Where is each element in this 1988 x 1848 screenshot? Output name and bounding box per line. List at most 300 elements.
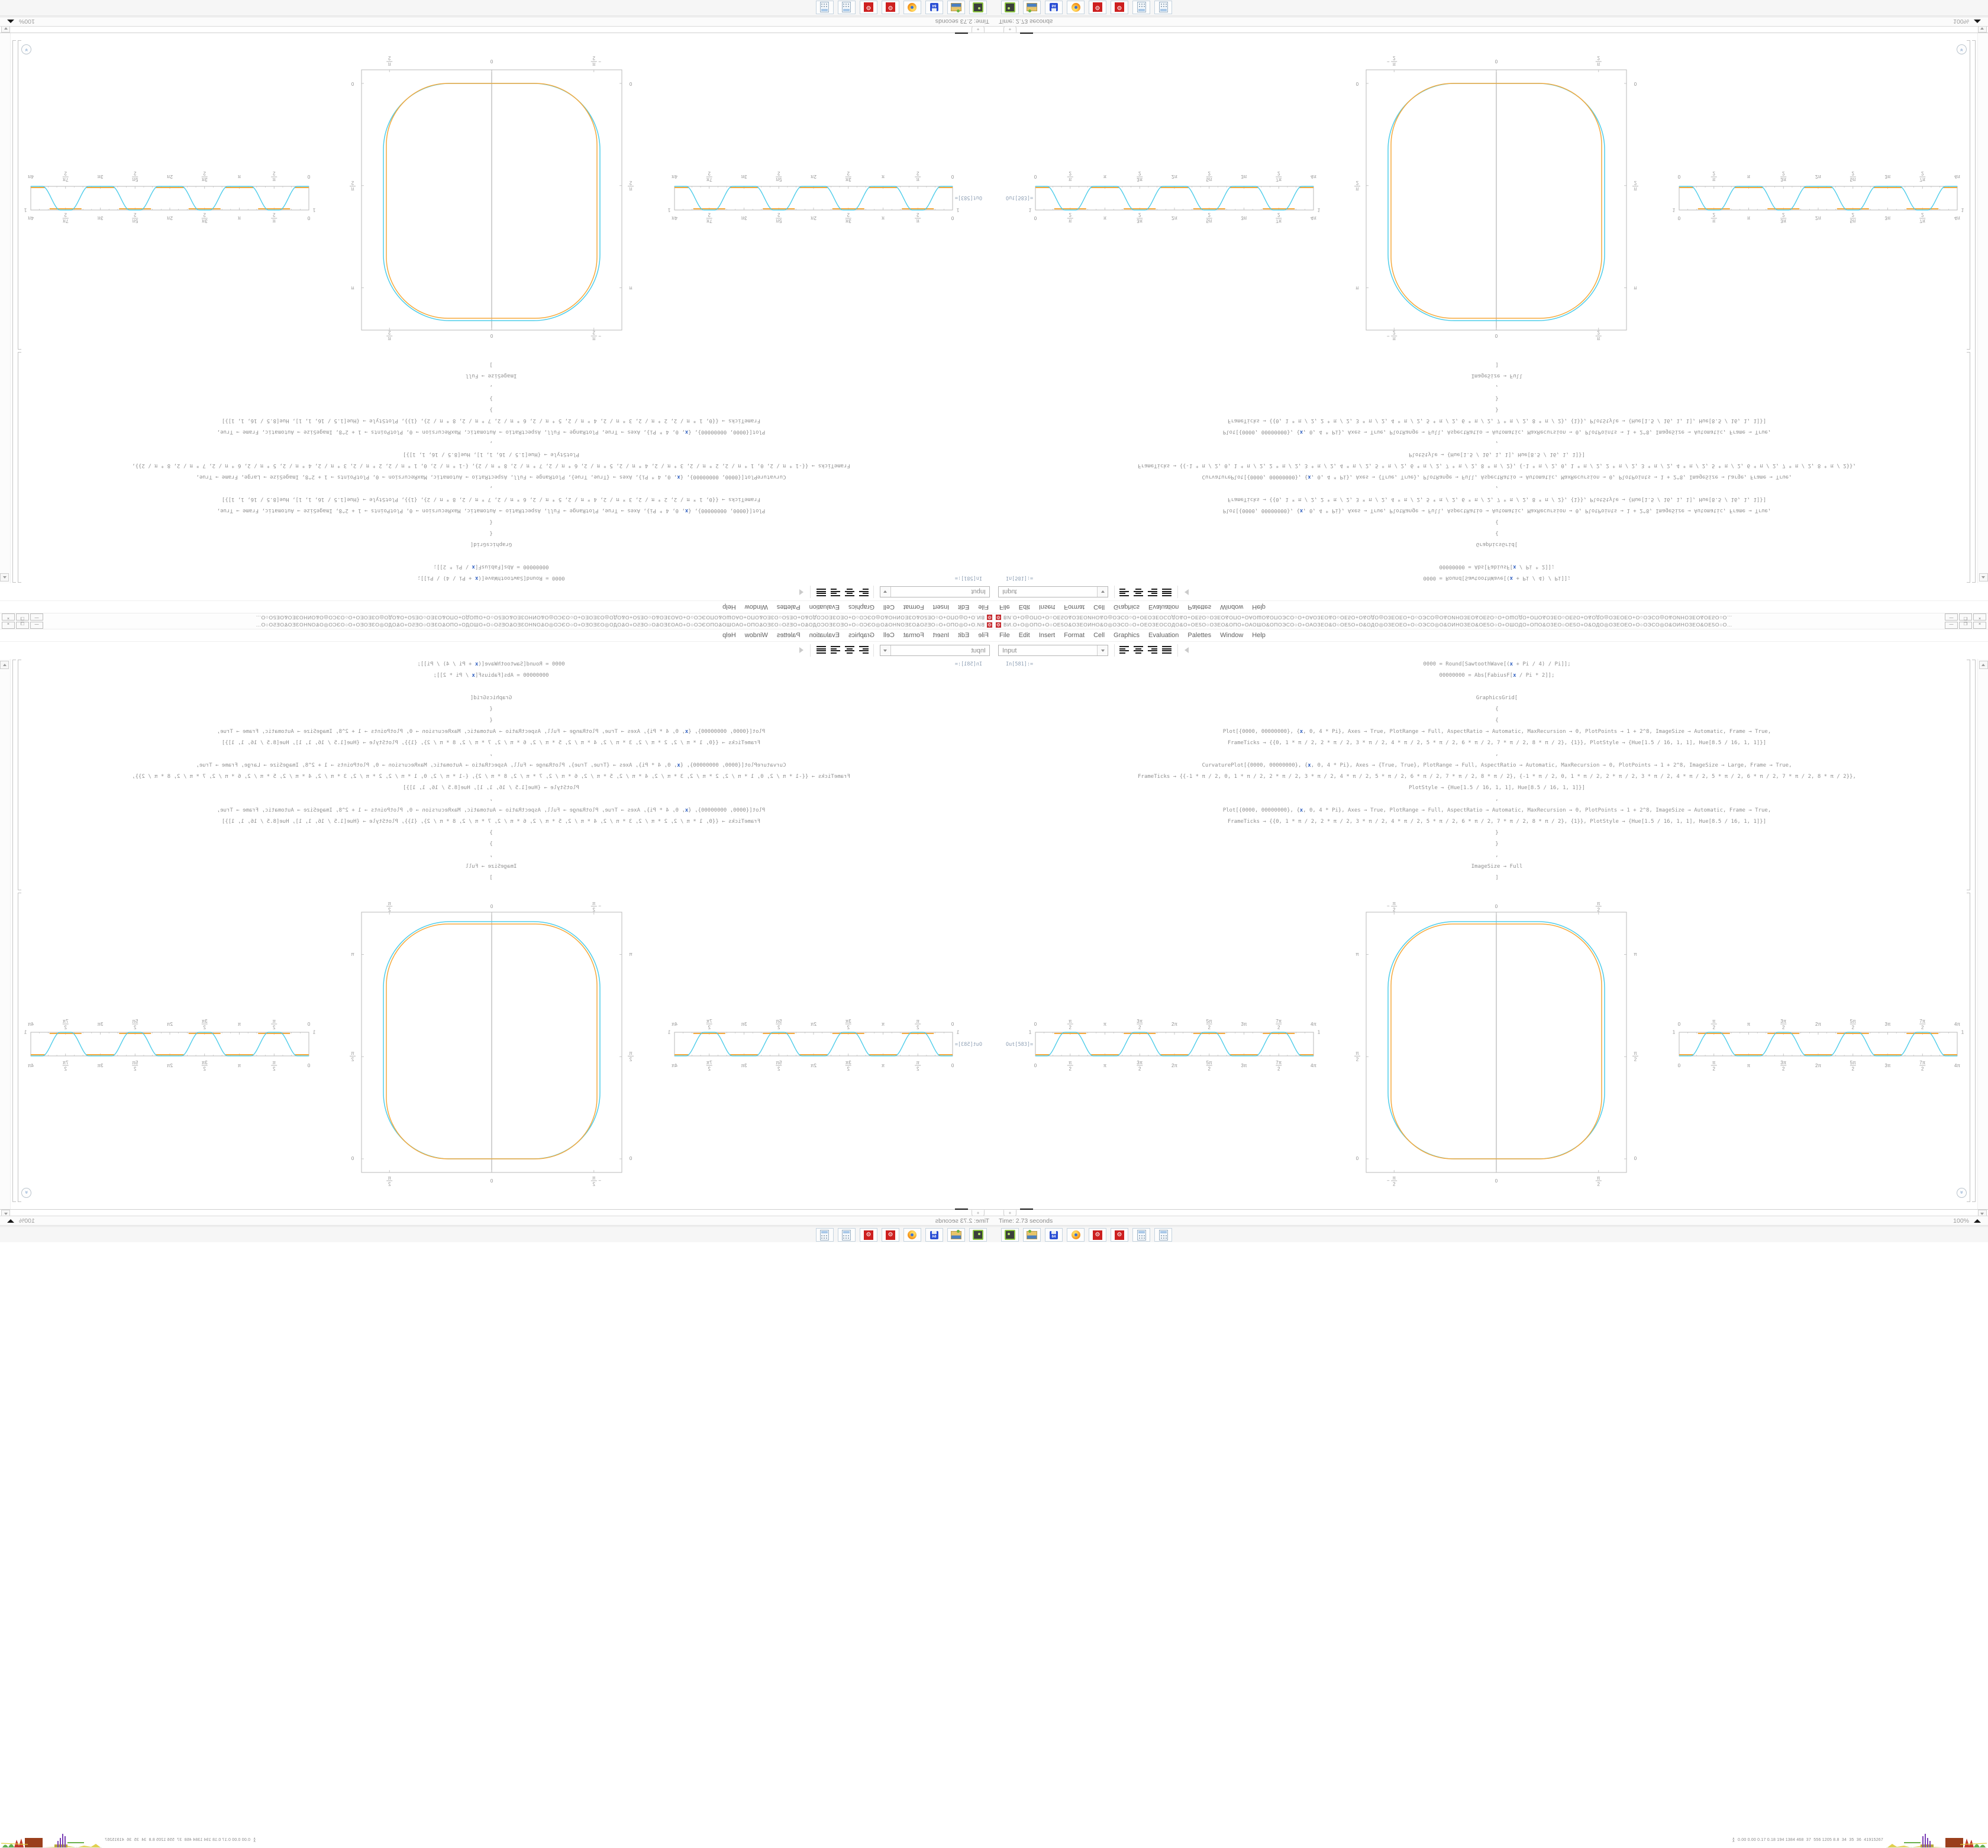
menu-item-insert[interactable]: Insert [932,603,950,610]
code-line[interactable]: { [489,706,493,712]
menu-item-cell[interactable]: Cell [883,632,895,639]
taskbar-button-mathematica-1[interactable] [882,1,899,14]
taskbar-button-firefox[interactable] [903,1,921,14]
code-line[interactable]: , [1495,485,1499,491]
code-line[interactable]: 00000000 = Abs[FabiusF[x / Pi * 2]]; [1439,564,1555,570]
scroll-up-icon[interactable] [1979,573,1988,581]
code-line[interactable]: Plot[{0000, 00000000}, {x, 0, 4 * Pi}, Axes → True, PlotRange → Full, AspectRatio → Automatic, MaxRecursion → 0, PlotPoints → 1 + 2^8, ImageSize → Automatic, Frame → True, [1222,807,1771,813]
minimize-button[interactable]: — [30,614,43,621]
taskbar-button-mathematica-2[interactable] [1111,1228,1128,1242]
svg-text:3π: 3π [845,1019,851,1024]
taskbar-button-calculator-2[interactable] [816,1228,834,1242]
code-line[interactable]: GraphicsGrid[ [1476,541,1518,547]
restore-button[interactable]: ❐ [1959,622,1972,629]
svg-text:4π: 4π [672,174,677,179]
mathematica-window [0,0,994,621]
svg-text:4π: 4π [28,1022,34,1027]
taskbar-button-firefox[interactable] [1067,1,1085,14]
taskbar-button-floppy[interactable] [925,1228,943,1242]
code-line[interactable]: ImageSize → Full [1471,373,1523,379]
svg-text:0: 0 [1677,174,1681,179]
code-line[interactable]: ] [1495,361,1499,367]
toolbar [0,641,994,660]
cell-style-dropdown[interactable] [880,586,990,597]
alignment-buttons [816,646,869,654]
scroll-up-icon[interactable] [0,661,9,669]
dropdown-button[interactable] [1097,645,1108,655]
code-line[interactable]: ImageSize → Full [1471,864,1523,870]
menu-item-cell[interactable]: Cell [1093,603,1105,610]
svg-text:2π: 2π [1815,174,1821,179]
align-left-icon[interactable] [859,646,869,654]
scroll-up-icon[interactable] [0,573,9,581]
code-line[interactable] [1030,681,1964,693]
input-cell-bracket[interactable] [18,352,21,583]
taskbar-button-mathematica-2[interactable] [1111,1,1128,14]
code-line[interactable]: , [489,796,493,802]
code-line[interactable]: CurvaturePlot[{0000, 00000000}, {x, 0, 4 * Pi}, Axes → {True, True}, PlotRange → Full, AspectRatio → Automatic, MaxRecursion → 0, PlotPoints → 1 + 2^8, ImageSize → Large, Frame → True, [1202,474,1792,480]
code-line[interactable]: { [1495,530,1499,536]
collapse-left-triangle-icon[interactable] [799,647,803,653]
svg-text:2: 2 [1392,907,1396,913]
cell-group-bracket[interactable] [12,40,16,583]
new-cell-tab[interactable]: + [1003,25,1016,33]
jump-to-end-icon[interactable]: » [1957,1188,1967,1198]
cell-style-dropdown[interactable] [880,645,990,656]
svg-text:0: 0 [1677,215,1681,221]
svg-text:π: π [1712,1060,1716,1065]
menu-item-help[interactable]: Help [1252,632,1266,639]
align-left-icon[interactable] [1119,646,1129,654]
code-line[interactable]: FrameTicks → {{0, 1 * π / 2, 2 * π / 2, 3 * π / 2, 4 * π / 2, 5 * π / 2, 6 * π / 2, 7 * π / 2, 8 * π / 2}, {1}}, PlotStyle → {Hue[1.5 / 16, 1, 1], Hue[8.5 / 16, 1, 1]}] [221,819,761,825]
svg-text:2: 2 [1277,1025,1280,1030]
code-line[interactable]: } [1495,395,1499,401]
svg-text:π: π [388,1175,391,1181]
svg-text:2: 2 [203,170,206,176]
dropdown-button[interactable] [880,587,891,597]
menu-item-help[interactable]: Help [722,632,736,639]
tray-expand-icon[interactable]: ∧ ∧ [1732,1837,1735,1843]
menu-item-window[interactable]: Window [744,632,768,639]
menu-item-evaluation[interactable]: Evaluation [809,603,840,610]
code-line[interactable]: ImageSize → Full [465,864,517,870]
notebook-area[interactable] [994,659,1988,1209]
code-line[interactable]: 00000000 = Abs[FabiusF[x / Pi * 2]]; [433,564,549,570]
taskbar-button-firefox[interactable] [903,1228,921,1242]
align-left-icon[interactable] [1119,589,1129,596]
svg-text:3π: 3π [741,1063,747,1068]
zoom-level[interactable]: 100% [19,1217,35,1225]
svg-text:2: 2 [1921,170,1924,176]
menu-item-edit[interactable]: Edit [1018,603,1030,610]
svg-text:2: 2 [1851,1066,1854,1072]
svg-text:7π: 7π [706,1019,712,1024]
code-line[interactable]: PlotStyle → {Hue[1.5 / 16, 1, 1], Hue[8.5 / 16, 1, 1]}] [1408,785,1585,791]
svg-text:2: 2 [273,1025,276,1030]
code-line[interactable]: Plot[{0000, 00000000}, {x, 0, 4 * Pi}, Axes → True, PlotRange → Full, AspectRatio → Automatic, MaxRecursion → 0, PlotPoints → 1 + 2^8, ImageSize → Automatic, Frame → True, [1222,429,1771,435]
code-line[interactable]: PlotStyle → {Hue[1.5 / 16, 1, 1], Hue[8.5 / 16, 1, 1]}] [403,451,580,457]
code-line[interactable]: , [489,440,493,446]
align-center-icon[interactable] [845,646,854,654]
menu-item-palettes[interactable]: Palettes [776,603,801,610]
menu-item-file[interactable]: File [999,632,1010,639]
user-setup-icon [951,4,961,12]
svg-text:2π: 2π [167,1063,173,1068]
input-cell-bracket[interactable] [18,660,21,890]
taskbar-button-calculator-2[interactable] [1154,1228,1172,1242]
svg-text:2π: 2π [811,174,816,179]
taskbar-button-calculator-1[interactable] [1132,1,1150,14]
code-line[interactable]: FrameTicks → {{-1 * π / 2, 0, 1 * π / 2, 2 * π / 2, 3 * π / 2, 4 * π / 2, 5 * π / 2, 6 * π / 2, 7 * π / 2, 8 * π / 2}, {-1 * π / 2, 0, 1 * π / 2, 2 * π / 2, 3 * π / 2, 4 * π / 2, 5 * π / 2, 6 * π / 2, 7 * π / 2, 8 * π / 2}}, [1138,774,1856,780]
code-line[interactable]: GraphicsGrid[ [470,541,512,547]
output-cell-bracket[interactable] [1967,40,1970,350]
title-bar[interactable] [994,621,1988,629]
code-line[interactable]: , [489,485,493,491]
menu-item-graphics[interactable]: Graphics [848,603,874,610]
code-line[interactable]: } [1495,406,1499,412]
code-line[interactable]: , [1495,440,1499,446]
align-justify-icon[interactable] [816,646,826,654]
menu-item-insert[interactable]: Insert [932,632,950,639]
vertical-scrollbar[interactable] [0,659,11,1209]
menu-item-evaluation[interactable]: Evaluation [1148,603,1179,610]
taskbar-button-setup[interactable] [947,1,965,14]
svg-text:2π: 2π [811,1063,816,1068]
taskbar-button-mathematica-2[interactable] [860,1228,877,1242]
input-cell-bracket[interactable] [1967,352,1970,583]
code-line[interactable] [24,550,958,561]
align-justify-icon[interactable] [1162,589,1172,596]
cell-style-dropdown[interactable] [998,586,1108,597]
menu-item-format[interactable]: Format [1064,603,1085,610]
notebook-area[interactable] [994,33,1988,583]
code-line[interactable]: FrameTicks → {{0, 1 * π / 2, 2 * π / 2, 3 * π / 2, 4 * π / 2, 5 * π / 2, 6 * π / 2, 7 * π / 2, 8 * π / 2}, {1}}, PlotStyle → {Hue[1.5 / 16, 1, 1], Hue[8.5 / 16, 1, 1]}] [221,418,761,424]
close-button[interactable]: × [2,614,15,621]
minimize-button[interactable]: — [30,622,43,629]
status-bar [0,17,994,27]
code-line[interactable]: 00000000 = Abs[FabiusF[x / Pi * 2]]; [433,673,549,679]
code-line[interactable]: { [489,519,493,525]
code-line[interactable]: GraphicsGrid[ [470,695,512,701]
code-line[interactable]: 00000000 = Abs[FabiusF[x / Pi * 2]]; [1439,673,1555,679]
menu-item-file[interactable]: File [999,603,1010,610]
taskbar-button-floppy[interactable] [925,1,943,14]
align-right-icon[interactable] [1148,589,1157,596]
align-right-icon[interactable] [831,589,840,596]
taskbar-button-drive[interactable] [969,1,987,14]
drive-device-icon [1005,1230,1015,1240]
code-line[interactable]: { [489,530,493,536]
code-line[interactable]: FrameTicks → {{-1 * π / 2, 0, 1 * π / 2, 2 * π / 2, 3 * π / 2, 4 * π / 2, 5 * π / 2, 6 * π / 2, 7 * π / 2, 8 * π / 2}, {-1 * π / 2, 0, 1 * π / 2, 2 * π / 2, 3 * π / 2, 4 * π / 2, 5 * π / 2, 6 * π / 2, 7 * π / 2, 8 * π / 2}}, [1138,463,1856,469]
code-line[interactable]: FrameTicks → {{0, 1 * π / 2, 2 * π / 2, 3 * π / 2, 4 * π / 2, 5 * π / 2, 6 * π / 2, 7 * π / 2, 8 * π / 2}, {1}}, PlotStyle → {Hue[1.5 / 16, 1, 1], Hue[8.5 / 16, 1, 1]}] [221,740,761,746]
code-line[interactable]: FrameTicks → {{-1 * π / 2, 0, 1 * π / 2, 2 * π / 2, 3 * π / 2, 4 * π / 2, 5 * π / 2, 6 * π / 2, 7 * π / 2, 8 * π / 2}, {-1 * π / 2, 0, 1 * π / 2, 2 * π / 2, 3 * π / 2, 4 * π / 2, 5 * π / 2, 6 * π / 2, 7 * π / 2, 8 * π / 2}}, [132,463,850,469]
code-line[interactable]: PlotStyle → {Hue[1.5 / 16, 1, 1], Hue[8.5 / 16, 1, 1]}] [403,785,580,791]
svg-text:2: 2 [777,1025,780,1030]
align-left-icon[interactable] [859,589,869,596]
menu-item-format[interactable]: Format [1064,632,1085,639]
menu-item-edit[interactable]: Edit [958,632,970,639]
taskbar-button-floppy[interactable] [1045,1228,1063,1242]
menu-item-window[interactable]: Window [1220,632,1244,639]
menu-item-insert[interactable]: Insert [1038,603,1056,610]
close-button[interactable]: × [1973,614,1986,621]
taskbar-button-calculator-1[interactable] [838,1,856,14]
taskbar-buttons [1001,1228,1172,1242]
menu-item-evaluation[interactable]: Evaluation [1148,632,1179,639]
align-center-icon[interactable] [1134,589,1143,596]
code-line[interactable]: Plot[{0000, 00000000}, {x, 0, 4 * Pi}, Axes → True, PlotRange → Full, AspectRatio → Automatic, MaxRecursion → 0, PlotPoints → 1 + 2^8, ImageSize → Automatic, Frame → True, [217,807,766,813]
toolbar-divider [873,644,874,657]
menu-item-format[interactable]: Format [903,632,924,639]
code-line[interactable]: , [489,852,493,858]
taskbar-button-mathematica-2[interactable] [860,1,877,14]
taskbar-button-calculator-1[interactable] [1132,1228,1150,1242]
taskbar-button-drive[interactable] [1001,1228,1019,1242]
taskbar-button-mathematica-1[interactable] [1089,1228,1106,1242]
code-line[interactable]: Plot[{0000, 00000000}, {x, 0, 4 * Pi}, Axes → True, PlotRange → Full, AspectRatio → Automatic, MaxRecursion → 0, PlotPoints → 1 + 2^8, ImageSize → Automatic, Frame → True, [217,429,766,435]
taskbar-button-mathematica-1[interactable] [1089,1,1106,14]
collapse-left-triangle-icon[interactable] [1185,647,1189,653]
system-tray [1,1832,256,1848]
align-justify-icon[interactable] [1162,646,1172,654]
output-cell-bracket[interactable] [18,893,21,1202]
menu-item-graphics[interactable]: Graphics [1114,603,1140,610]
zoom-triangle-icon[interactable] [7,1219,14,1223]
calculator-icon [1159,2,1168,13]
code-line[interactable]: 0000 = Round[SawtoothWave[(x + Pi / 4) / Pi]]; [1423,575,1571,581]
svg-text:π: π [351,285,354,291]
tray-expand-icon[interactable]: ∧ ∧ [253,1837,256,1843]
code-line[interactable]: , [1495,751,1499,757]
code-line[interactable]: , [1495,852,1499,858]
svg-text:2: 2 [1277,170,1280,176]
code-line[interactable]: Plot[{0000, 00000000}, {x, 0, 4 * Pi}, Axes → True, PlotRange → Full, AspectRatio → Automatic, MaxRecursion → 0, PlotPoints → 1 + 2^8, ImageSize → Automatic, Frame → True, [1222,508,1771,513]
title-bar[interactable] [0,621,994,629]
code-line[interactable]: Plot[{0000, 00000000}, {x, 0, 4 * Pi}, Axes → True, PlotRange → Full, AspectRatio → Automatic, MaxRecursion → 0, PlotPoints → 1 + 2^8, ImageSize → Automatic, Frame → True, [217,508,766,513]
code-line[interactable]: , [1495,384,1499,390]
code-line[interactable]: CurvaturePlot[{0000, 00000000}, {x, 0, 4 * Pi}, Axes → {True, True}, PlotRange → Full, AspectRatio → Automatic, MaxRecursion → 0, PlotPoints → 1 + 2^8, ImageSize → Large, Frame → True, [196,763,786,768]
code-line[interactable]: FrameTicks → {{0, 1 * π / 2, 2 * π / 2, 3 * π / 2, 4 * π / 2, 5 * π / 2, 6 * π / 2, 7 * π / 2, 8 * π / 2}, {1}}, PlotStyle → {Hue[1.5 / 16, 1, 1], Hue[8.5 / 16, 1, 1]}] [1227,819,1767,825]
jump-to-end-icon[interactable]: » [1957,44,1967,54]
svg-text:3π: 3π [1884,1022,1891,1027]
menu-item-edit[interactable]: Edit [1018,632,1030,639]
dropdown-button[interactable] [880,645,891,655]
code-line[interactable]: GraphicsGrid[ [1476,695,1518,701]
svg-text:2: 2 [388,907,391,913]
new-cell-tab[interactable]: + [972,25,985,33]
scroll-up-icon[interactable] [1979,661,1988,669]
code-line[interactable]: } [1495,841,1499,847]
code-line[interactable]: , [489,751,493,757]
code-line[interactable]: } [489,406,493,412]
svg-text:2: 2 [592,907,596,913]
floppy-64-icon: 64 [930,1231,938,1239]
menu-item-evaluation[interactable]: Evaluation [809,632,840,639]
zoom-triangle-icon[interactable] [7,20,14,23]
code-line[interactable]: CurvaturePlot[{0000, 00000000}, {x, 0, 4 * Pi}, Axes → {True, True}, PlotRange → Full, AspectRatio → Automatic, MaxRecursion → 0, PlotPoints → 1 + 2^8, ImageSize → Large, Frame → True, [196,474,786,480]
menu-item-insert[interactable]: Insert [1038,632,1056,639]
input-code[interactable] [24,358,958,583]
menu-bar [994,629,1988,641]
svg-text:5π: 5π [1206,177,1212,182]
code-line[interactable]: Plot[{0000, 00000000}, {x, 0, 4 * Pi}, Axes → True, PlotRange → Full, AspectRatio → Automatic, MaxRecursion → 0, PlotPoints → 1 + 2^8, ImageSize → Automatic, Frame → True, [217,729,766,735]
code-line[interactable]: ] [489,361,493,367]
code-line[interactable]: ] [489,875,493,881]
code-line[interactable]: CurvaturePlot[{0000, 00000000}, {x, 0, 4 * Pi}, Axes → {True, True}, PlotRange → Full, AspectRatio → Automatic, MaxRecursion → 0, PlotPoints → 1 + 2^8, ImageSize → Large, Frame → True, [1202,763,1792,768]
notebook-area[interactable] [0,659,994,1209]
code-line[interactable]: } [1495,830,1499,836]
collapse-left-triangle-icon[interactable] [799,589,803,595]
code-line[interactable]: { [1495,718,1499,723]
notebook-area[interactable] [0,33,994,583]
menu-item-file[interactable]: File [978,632,989,639]
input-code[interactable] [24,659,958,884]
taskbar-button-calculator-2[interactable] [1154,1,1172,14]
evaluation-time: Time: 2.73 seconds [935,18,989,25]
code-line[interactable]: } [489,841,493,847]
code-line[interactable] [24,681,958,693]
svg-text:π: π [237,174,241,179]
restore-button[interactable]: ❐ [16,622,29,629]
system-tray [1732,1832,1987,1848]
code-line[interactable]: FrameTicks → {{0, 1 * π / 2, 2 * π / 2, 3 * π / 2, 4 * π / 2, 5 * π / 2, 6 * π / 2, 7 * π / 2, 8 * π / 2}, {1}}, PlotStyle → {Hue[1.5 / 16, 1, 1], Hue[8.5 / 16, 1, 1]}] [1227,418,1767,424]
cell-group-bracket[interactable] [1972,660,1976,1202]
jump-to-end-icon[interactable]: » [21,44,31,54]
zoom-level[interactable]: 100% [1953,18,1969,25]
menu-item-cell[interactable]: Cell [1093,632,1105,639]
svg-text:π: π [1068,1060,1072,1065]
code-line[interactable]: 0000 = Round[SawtoothWave[(x + Pi / 4) / Pi]]; [417,661,565,667]
vertical-scrollbar[interactable] [0,33,11,583]
menu-item-graphics[interactable]: Graphics [848,632,874,639]
vertical-scrollbar[interactable] [1977,659,1988,1209]
menu-item-format[interactable]: Format [903,603,924,610]
code-line[interactable]: FrameTicks → {{0, 1 * π / 2, 2 * π / 2, 3 * π / 2, 4 * π / 2, 5 * π / 2, 6 * π / 2, 7 * π / 2, 8 * π / 2}, {1}}, PlotStyle → {Hue[1.5 / 16, 1, 1], Hue[8.5 / 16, 1, 1]}] [1227,496,1767,502]
output-cell-label: Out[583]= [1006,1042,1034,1048]
code-line[interactable]: ] [1495,875,1499,881]
new-cell-tab[interactable]: + [972,1210,985,1217]
align-right-icon[interactable] [831,646,840,654]
zoom-triangle-icon[interactable] [1974,1219,1981,1223]
minimize-button[interactable]: — [1945,614,1958,621]
code-line[interactable]: } [489,395,493,401]
title-bar[interactable] [0,613,994,621]
menu-item-graphics[interactable]: Graphics [1114,632,1140,639]
taskbar-button-drive[interactable] [969,1228,987,1242]
code-line[interactable]: { [1495,519,1499,525]
input-code[interactable] [1030,659,1964,884]
code-line[interactable]: 0000 = Round[SawtoothWave[(x + Pi / 4) / Pi]]; [1423,661,1571,667]
code-line[interactable]: { [489,718,493,723]
code-line[interactable]: FrameTicks → {{-1 * π / 2, 0, 1 * π / 2, 2 * π / 2, 3 * π / 2, 4 * π / 2, 5 * π / 2, 6 * π / 2, 7 * π / 2, 8 * π / 2}, {-1 * π / 2, 0, 1 * π / 2, 2 * π / 2, 3 * π / 2, 4 * π / 2, 5 * π / 2, 6 * π / 2, 7 * π / 2, 8 * π / 2}}, [132,774,850,780]
minimize-button[interactable]: — [1945,622,1958,629]
svg-text:3π: 3π [741,1022,747,1027]
window-bottom-edge [994,1209,1988,1210]
menu-item-window[interactable]: Window [1220,603,1244,610]
svg-text:5π: 5π [1850,1019,1856,1024]
code-line[interactable] [1030,550,1964,561]
output-cell-bracket[interactable] [18,40,21,350]
wave-plot-right [1661,162,1969,237]
taskbar-button-setup[interactable] [1023,1228,1041,1242]
vertical-scrollbar[interactable] [1977,33,1988,583]
svg-text:π: π [1747,1063,1751,1068]
taskbar-button-calculator-2[interactable] [816,1,834,14]
menu-item-help[interactable]: Help [1252,603,1266,610]
svg-text:2: 2 [1712,1066,1715,1072]
new-cell-tab[interactable]: + [1003,1210,1016,1217]
user-setup-icon [951,1231,961,1239]
code-line[interactable]: PlotStyle → {Hue[1.5 / 16, 1, 1], Hue[8.5 / 16, 1, 1]}] [1408,451,1585,457]
restore-button[interactable]: ❐ [1959,614,1972,621]
svg-text:π: π [916,1060,920,1065]
taskbar-button-setup[interactable] [947,1228,965,1242]
cell-style-dropdown[interactable] [998,645,1108,656]
dropdown-button[interactable] [1097,587,1108,597]
menu-item-palettes[interactable]: Palettes [1187,603,1212,610]
jump-to-end-icon[interactable]: » [21,1188,31,1198]
input-cell-bracket[interactable] [1967,660,1970,890]
collapse-left-triangle-icon[interactable] [1185,589,1189,595]
code-line[interactable]: , [1495,796,1499,802]
code-line[interactable]: FrameTicks → {{0, 1 * π / 2, 2 * π / 2, 3 * π / 2, 4 * π / 2, 5 * π / 2, 6 * π / 2, 7 * π / 2, 8 * π / 2}, {1}}, PlotStyle → {Hue[1.5 / 16, 1, 1], Hue[8.5 / 16, 1, 1]}] [1227,740,1767,746]
menu-item-help[interactable]: Help [722,603,736,610]
menu-item-palettes[interactable]: Palettes [1187,632,1212,639]
zoom-level[interactable]: 100% [19,18,35,25]
code-line[interactable]: ImageSize → Full [465,373,517,379]
svg-text:0: 0 [1034,174,1037,179]
svg-text:3π: 3π [1884,215,1891,221]
input-code[interactable] [1030,358,1964,583]
taskbar-button-setup[interactable] [1023,1,1041,14]
svg-text:7π: 7π [62,177,69,182]
menu-item-file[interactable]: File [978,603,989,610]
cell-group-bracket[interactable] [1972,40,1976,583]
menu-item-edit[interactable]: Edit [958,603,970,610]
code-line[interactable]: , [489,384,493,390]
svg-text:2: 2 [847,212,850,218]
zoom-triangle-icon[interactable] [1974,20,1981,23]
svg-text:2: 2 [64,1066,67,1072]
code-line[interactable]: 0000 = Round[SawtoothWave[(x + Pi / 4) / Pi]]; [417,575,565,581]
align-right-icon[interactable] [1148,646,1157,654]
align-justify-icon[interactable] [816,589,826,596]
taskbar-button-firefox[interactable] [1067,1228,1085,1242]
output-cell-bracket[interactable] [1967,893,1970,1202]
taskbar-button-mathematica-1[interactable] [882,1228,899,1242]
taskbar-button-drive[interactable] [1001,1,1019,14]
taskbar-button-calculator-1[interactable] [838,1228,856,1242]
menu-item-palettes[interactable]: Palettes [776,632,801,639]
code-line[interactable]: FrameTicks → {{0, 1 * π / 2, 2 * π / 2, 3 * π / 2, 4 * π / 2, 5 * π / 2, 6 * π / 2, 7 * π / 2, 8 * π / 2}, {1}}, PlotStyle → {Hue[1.5 / 16, 1, 1], Hue[8.5 / 16, 1, 1]}] [221,496,761,502]
restore-button[interactable]: ❐ [16,614,29,621]
cell-group-bracket[interactable] [12,660,16,1202]
code-line[interactable]: } [489,830,493,836]
menu-item-cell[interactable]: Cell [883,603,895,610]
close-button[interactable]: × [1973,622,1986,629]
svg-text:−: − [1386,903,1390,909]
svg-text:0: 0 [1634,1156,1637,1161]
code-line[interactable]: { [1495,706,1499,712]
align-center-icon[interactable] [845,589,854,596]
taskbar-button-floppy[interactable] [1045,1,1063,14]
zoom-level[interactable]: 100% [1953,1217,1969,1225]
close-button[interactable]: × [2,622,15,629]
title-bar[interactable] [994,613,1988,621]
menu-item-window[interactable]: Window [744,603,768,610]
code-line[interactable]: Plot[{0000, 00000000}, {x, 0, 4 * Pi}, Axes → True, PlotRange → Full, AspectRatio → Automatic, MaxRecursion → 0, PlotPoints → 1 + 2^8, ImageSize → Automatic, Frame → True, [1222,729,1771,735]
align-center-icon[interactable] [1134,646,1143,654]
